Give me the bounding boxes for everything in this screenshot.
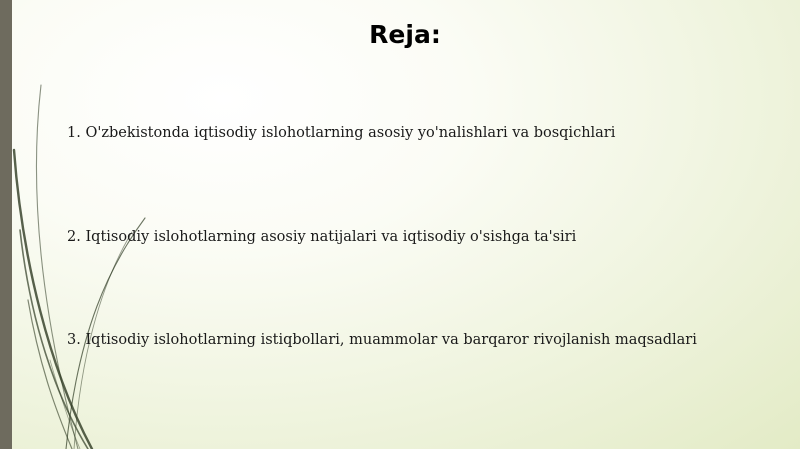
decorative-curves xyxy=(0,0,160,449)
plan-item-3: 3. Iqtisodiy islohotlarning istiqbollari, muammolar va barqaror rivojlanish maqsadlari xyxy=(67,332,697,348)
slide-title: Reja: xyxy=(369,20,441,49)
plan-item-1: 1. O'zbekistonda iqtisodiy islohotlarning asosiy yo'nalishlari va bosqichlari xyxy=(67,125,616,141)
plan-item-2: 2. Iqtisodiy islohotlarning asosiy natijalari va iqtisodiy o'sishga ta'siri xyxy=(67,229,577,245)
